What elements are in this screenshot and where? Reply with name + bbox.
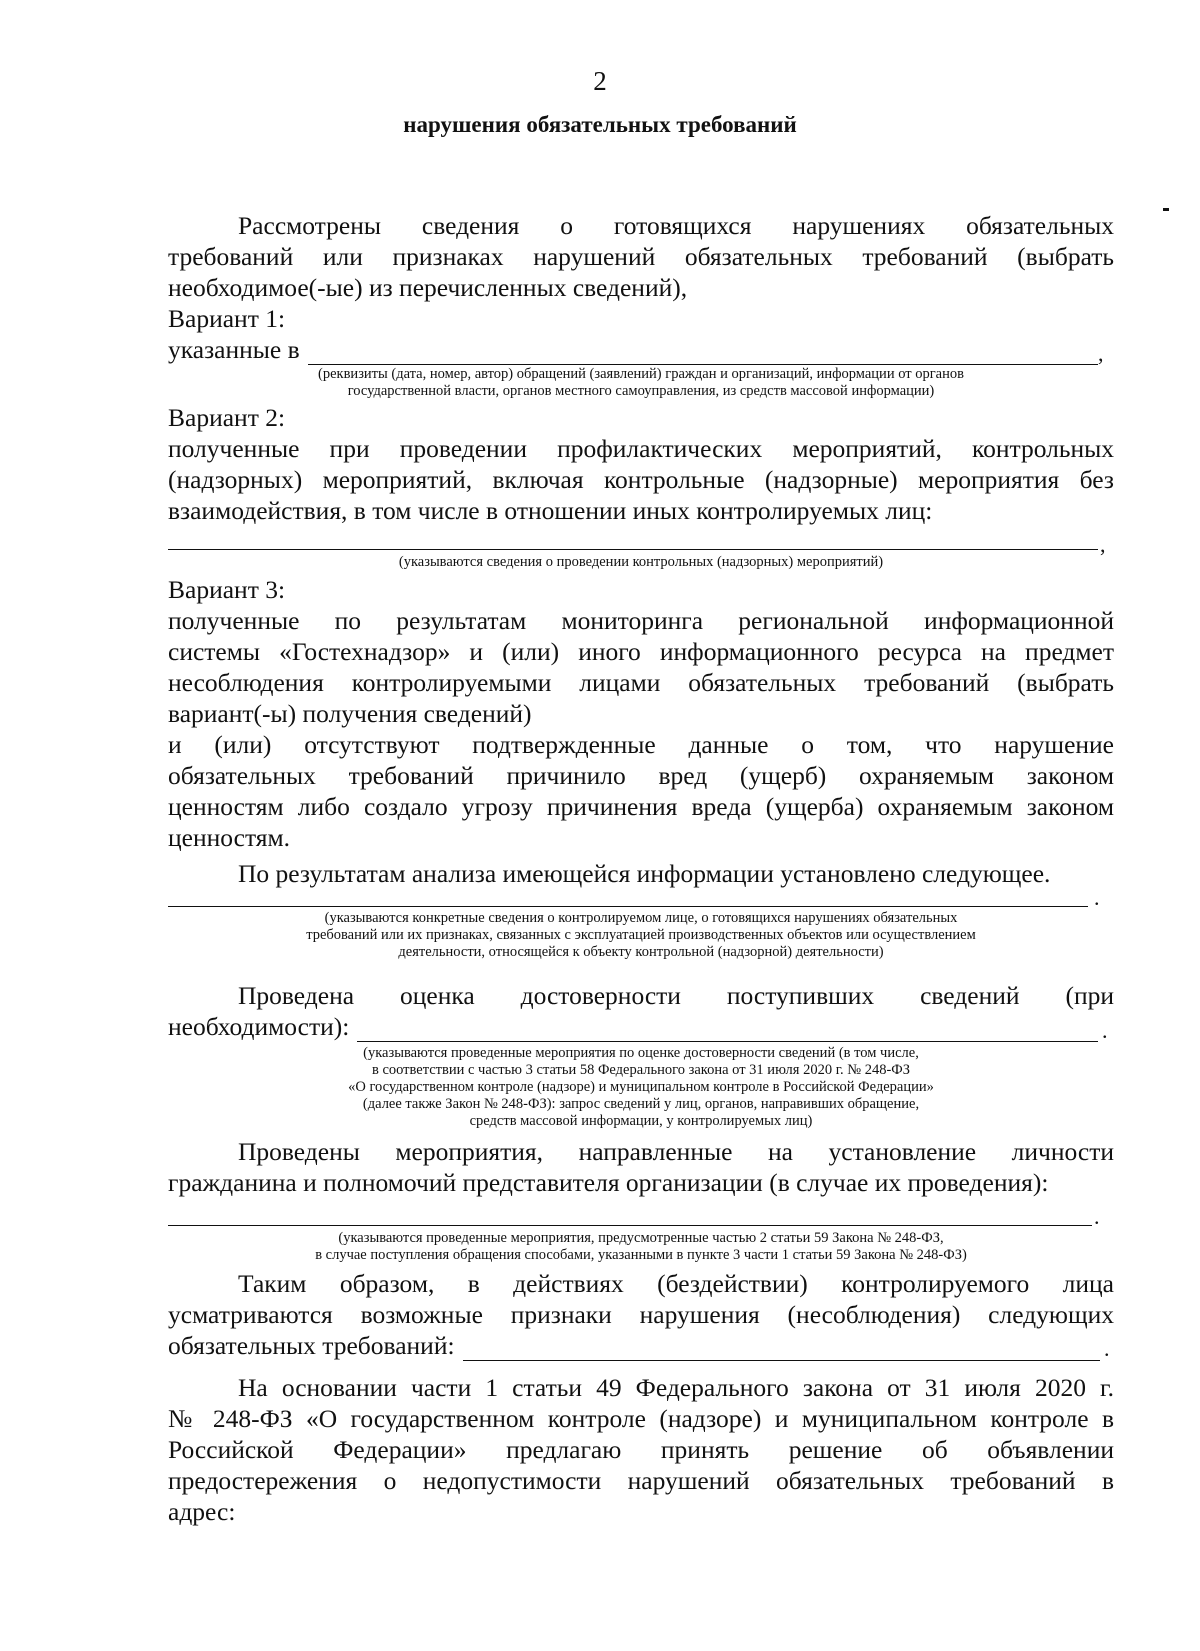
paragraph-violation-signs: [168, 1268, 1114, 1330]
variant-2-comma: ,: [1100, 532, 1106, 557]
variant-1-label: Вариант 1:: [168, 304, 286, 333]
caption-line: «О государственном контроле (надзоре) и муниципальном контроле в Российской Федерации»: [348, 1079, 934, 1095]
text-line: гражданина и полномочий представителя организации (в случае их проведения):: [168, 1168, 1049, 1197]
identity-blank-field: [168, 1225, 1092, 1226]
reliability-caption: [168, 1045, 1114, 1130]
variant-2-label: Вариант 2:: [168, 403, 286, 432]
variant-2-block: [168, 402, 1114, 526]
reliability-period: .: [1102, 1018, 1108, 1043]
text-line: системы «Гостехнадзор» и (или) иного информационного ресурса на предмет: [168, 637, 1114, 666]
identity-period: .: [1094, 1204, 1100, 1229]
caption-line: (указываются проведенные мероприятия, предусмотренные частью 2 статьи 59 Закона № 248-ФЗ,: [338, 1230, 944, 1246]
text-line: усматриваются возможные признаки нарушения (несоблюдения) следующих: [168, 1300, 1114, 1329]
violation-period: .: [1104, 1336, 1110, 1361]
text-line: ценностям либо создало угрозу причинения вреда (ущерба) охраняемым законом: [168, 792, 1114, 821]
text-line: необходимое(-ые) из перечисленных сведений),: [168, 273, 688, 302]
reliability-fill-row: [168, 1011, 1098, 1042]
variant-3-block: [168, 574, 1114, 729]
analysis-blank-field: [168, 906, 1088, 907]
variant-1-fill-row: [168, 334, 1098, 365]
paragraph-no-confirmed-harm: [168, 729, 1114, 853]
variant-1-caption: [168, 366, 1114, 400]
reliability-blank-field: [357, 1021, 1098, 1042]
violation-blank-field: [463, 1340, 1100, 1361]
text-line: Проведены мероприятия, направленные на установление личности: [238, 1137, 1114, 1166]
text-line: необходимости):: [168, 1012, 350, 1041]
text-line: и (или) отсутствуют подтвержденные данные о том, что нарушение: [168, 730, 1114, 759]
page-number: 2: [593, 66, 607, 96]
variant-3-label: Вариант 3:: [168, 575, 286, 604]
identity-caption: [168, 1230, 1114, 1264]
violation-fill-row: [168, 1330, 1100, 1361]
text-line: адрес:: [168, 1497, 236, 1526]
text-line: обязательных требований:: [168, 1331, 455, 1360]
paragraph-reliability-check: [168, 980, 1114, 1011]
text-line: ценностям.: [168, 823, 291, 852]
text-line: требований или признаках нарушений обязательных требований (выбрать: [168, 242, 1114, 271]
scan-artifact-mark: [1163, 208, 1169, 211]
text-line: взаимодействия, в том числе в отношении иных контролируемых лиц:: [168, 496, 933, 525]
caption-line: деятельности, относящейся к объекту контрольной (надзорной) деятельности): [398, 944, 884, 960]
variant-1-comma: ,: [1098, 341, 1104, 366]
variant-2-blank-field: [168, 549, 1098, 550]
caption-line: (далее также Закон № 248-ФЗ): запрос сведений у лиц, органов, направивших обращение,: [362, 1096, 920, 1112]
variant-1-lead: указанные в: [168, 335, 300, 364]
page-heading: нарушения обязательных требований: [403, 112, 797, 137]
text-line: полученные при проведении профилактических мероприятий, контрольных: [168, 434, 1114, 463]
text-line: (надзорных) мероприятий, включая контрольные (надзорные) мероприятия без: [168, 465, 1114, 494]
caption-line: (указываются конкретные сведения о контролируемом лице, о готовящихся нарушениях обязательных: [324, 910, 958, 926]
text-line: вариант(-ы) получения сведений): [168, 699, 532, 728]
analysis-caption: [168, 910, 1114, 961]
text-line: № 248-ФЗ «О государственном контроле (надзоре) и муниципальном контроле в: [168, 1404, 1114, 1433]
text-line: полученные по результатам мониторинга региональной информационной: [168, 606, 1114, 635]
text-line: несоблюдения контролируемыми лицами обязательных требований (выбрать: [168, 668, 1114, 697]
caption-line: средств массовой информации, у контролируемых лиц): [469, 1113, 813, 1129]
analysis-period: .: [1094, 885, 1100, 910]
caption-line: в случае поступления обращения способами, указанными в пункте 3 части 1 статьи 59 Закона № 248-ФЗ): [315, 1247, 967, 1263]
caption-line: (указываются проведенные мероприятия по оценке достоверности сведений (в том числе,: [363, 1045, 919, 1061]
paragraph-analysis-results: [168, 858, 1114, 889]
paragraph-identity-check: [168, 1136, 1114, 1198]
text-line: Рассмотрены сведения о готовящихся нарушениях обязательных: [238, 211, 1114, 240]
text-line: обязательных требований причинило вред (ущерб) охраняемым законом: [168, 761, 1114, 790]
variant-2-caption: (указываются сведения о проведении контрольных (надзорных) мероприятий): [398, 554, 884, 570]
caption-line: требований или их признаках, связанных с эксплуатацией производственных объектов или осуществлением: [306, 927, 976, 943]
variant-1-blank-field: [308, 344, 1098, 365]
caption-line: в соответствии с частью 3 статьи 58 Федерального закона от 31 июля 2020 г. № 248-ФЗ: [371, 1062, 911, 1078]
text-line: На основании части 1 статьи 49 Федерального закона от 31 июля 2020 г.: [238, 1373, 1114, 1402]
text-line: Российской Федерации» предлагаю принять решение об объявлении: [168, 1435, 1114, 1464]
text-line: Проведена оценка достоверности поступивших сведений (при: [238, 981, 1114, 1010]
paragraph-proposal: [168, 1372, 1114, 1527]
text-line: По результатам анализа имеющейся информации установлено следующее.: [238, 859, 1051, 888]
caption-line: (реквизиты (дата, номер, автор) обращений (заявлений) граждан и организаций, информации от органов: [318, 366, 964, 382]
caption-line: государственной власти, органов местного самоуправления, из средств массовой информации): [347, 383, 935, 399]
text-line: предостережения о недопустимости нарушений обязательных требований в: [168, 1466, 1114, 1495]
text-line: Таким образом, в действиях (бездействии) контролируемого лица: [238, 1269, 1114, 1298]
paragraph-considered-info: [168, 210, 1114, 334]
